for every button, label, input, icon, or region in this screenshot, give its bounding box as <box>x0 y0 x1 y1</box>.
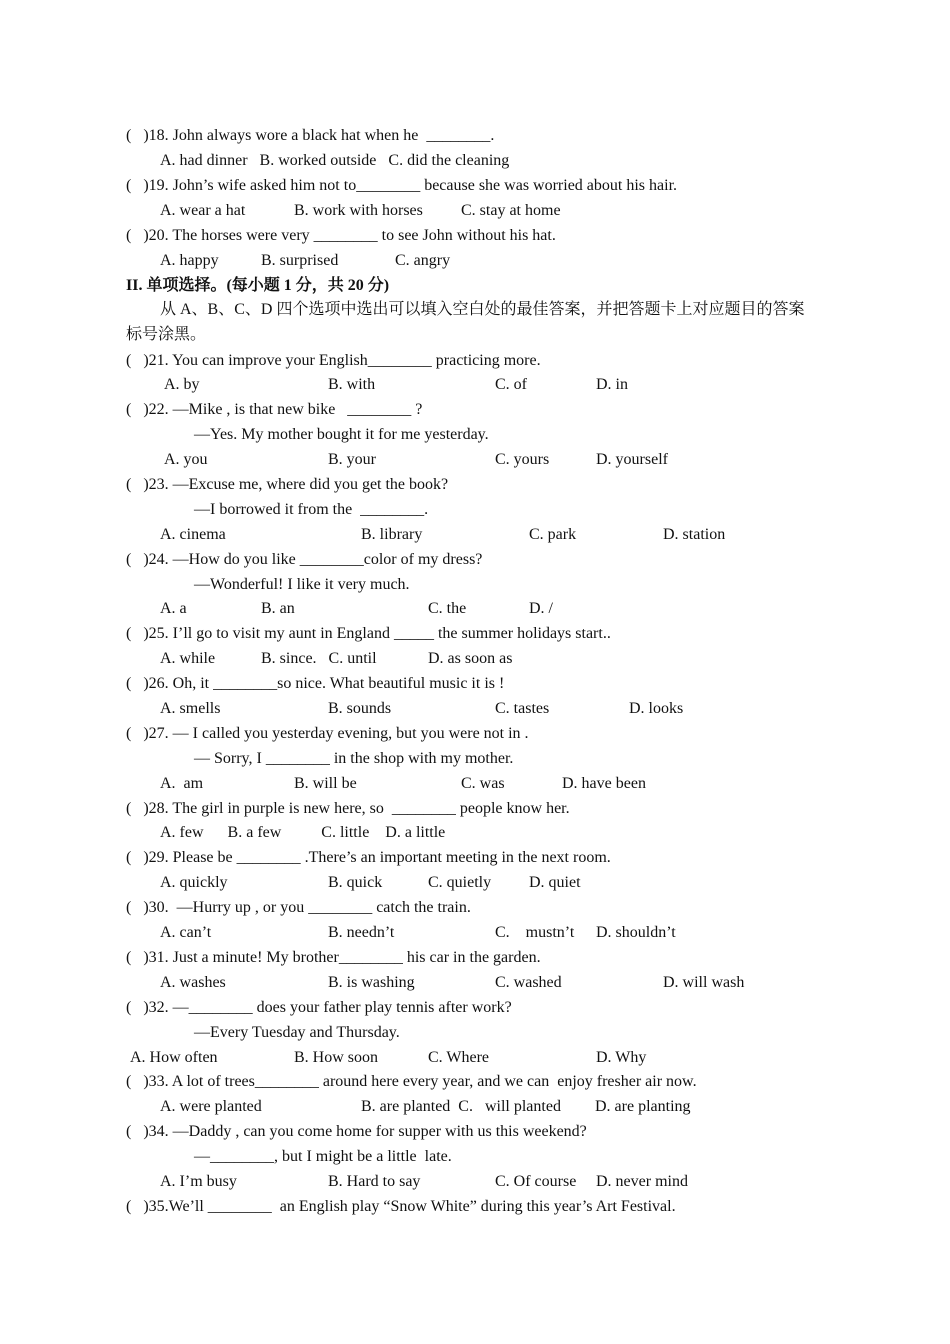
q29-option-d: D. quiet <box>529 874 581 891</box>
q33-stem: ( )33. A lot of trees________ around here every year, and we can enjoy fresher air now. <box>126 1073 697 1090</box>
q22-option-c: C. yours <box>495 451 550 468</box>
q33-option-d: D. are planting <box>595 1098 691 1115</box>
q34-option-b: B. Hard to say <box>328 1173 421 1190</box>
q27-option-c: C. was <box>461 775 505 792</box>
q26-option-b: B. sounds <box>328 700 392 717</box>
q25-option-d: D. as soon as <box>428 650 513 667</box>
q21-stem: ( )21. You can improve your English________ practicing more. <box>126 352 541 369</box>
q30-option-d: D. shouldn’t <box>596 924 676 941</box>
q23-option-d: D. station <box>663 526 726 543</box>
q34-stem: ( )34. —Daddy , can you come home for supper with us this weekend? <box>126 1123 587 1140</box>
q26-option-d: D. looks <box>629 700 684 717</box>
q24-reply: —Wonderful! I like it very much. <box>194 576 410 593</box>
q32-option-c: C. Where <box>428 1049 490 1066</box>
q31-option-c: C. washed <box>495 974 562 991</box>
q20-option-b: B. surprised <box>261 252 339 269</box>
q29-option-c: C. quietly <box>428 874 492 891</box>
q22-option-d: D. yourself <box>596 451 668 468</box>
q35-stem: ( )35.We’ll ________ an English play “Snow White” during this year’s Art Festival. <box>126 1198 676 1215</box>
q23-option-a: A. cinema <box>160 526 226 543</box>
q26-stem: ( )26. Oh, it ________so nice. What beautiful music it is ! <box>126 675 505 692</box>
q32-stem: ( )32. —________ does your father play tennis after work? <box>126 999 512 1016</box>
q30-stem: ( )30. —Hurry up , or you ________ catch the train. <box>126 899 471 916</box>
q19-option-b: B. work with horses <box>294 202 423 219</box>
q31-option-d: D. will wash <box>663 974 745 991</box>
q20-option-c: C. angry <box>395 252 451 269</box>
q21-option-d: D. in <box>596 376 628 393</box>
q24-option-c: C. the <box>428 600 467 617</box>
section-title: II. 单项选择。(每小题 1 分，共 20 分) <box>126 277 390 294</box>
q18-options: A. had dinner B. worked outside C. did the cleaning <box>160 152 510 169</box>
q34-reply: —________, but I might be a little late. <box>194 1148 452 1165</box>
q34-option-c: C. Of course <box>495 1173 577 1190</box>
q19-option-a: A. wear a hat <box>160 202 246 219</box>
q25-stem: ( )25. I’ll go to visit my aunt in England _____ the summer holidays start.. <box>126 625 611 642</box>
q27-stem: ( )27. — I called you yesterday evening, but you were not in . <box>126 725 529 742</box>
q20-option-a: A. happy <box>160 252 219 269</box>
q32-reply: —Every Tuesday and Thursday. <box>194 1024 400 1041</box>
q34-option-a: A. I’m busy <box>160 1173 237 1190</box>
q26-option-c: C. tastes <box>495 700 550 717</box>
section-instruction-line1: 从 A、B、C、D 四个选项中选出可以填入空白处的最佳答案，并把答题卡上对应题目的答案 <box>160 301 805 318</box>
q23-reply: —I borrowed it from the ________. <box>194 501 429 518</box>
q28-options: A. few B. a few C. little D. a little <box>160 824 446 841</box>
q27-option-d: D. have been <box>562 775 646 792</box>
q32-option-a: A. How often <box>130 1049 218 1066</box>
q23-option-c: C. park <box>529 526 577 543</box>
q19-stem: ( )19. John’s wife asked him not to________ because she was worried about his hair. <box>126 177 678 194</box>
q29-option-a: A. quickly <box>160 874 228 891</box>
q27-option-a: A. am <box>160 775 204 792</box>
q19-option-c: C. stay at home <box>461 202 561 219</box>
q27-option-b: B. will be <box>294 775 357 792</box>
q22-option-b: B. your <box>328 451 376 468</box>
q24-option-d: D. / <box>529 600 553 617</box>
q24-stem: ( )24. —How do you like ________color of my dress? <box>126 551 483 568</box>
q20-stem: ( )20. The horses were very ________ to see John without his hat. <box>126 227 556 244</box>
q23-option-b: B. library <box>361 526 423 543</box>
q32-option-d: D. Why <box>596 1049 647 1066</box>
q22-stem: ( )22. —Mike , is that new bike ________ ? <box>126 401 423 418</box>
q23-stem: ( )23. —Excuse me, where did you get the book? <box>126 476 449 493</box>
q28-stem: ( )28. The girl in purple is new here, so ________ people know her. <box>126 800 570 817</box>
q32-option-b: B. How soon <box>294 1049 379 1066</box>
q26-option-a: A. smells <box>160 700 221 717</box>
q24-option-b: B. an <box>261 600 295 617</box>
q31-option-a: A. washes <box>160 974 226 991</box>
q34-option-d: D. never mind <box>596 1173 688 1190</box>
q30-option-c: C. mustn’t <box>495 924 575 941</box>
q33-option-a: A. were planted <box>160 1098 262 1115</box>
q31-stem: ( )31. Just a minute! My brother________ his car in the garden. <box>126 949 541 966</box>
section-instruction-line2: 标号涂黑。 <box>126 326 207 343</box>
q25-option-b-c: B. since. C. until <box>261 650 377 667</box>
q27-reply: — Sorry, I ________ in the shop with my mother. <box>194 750 514 767</box>
q31-option-b: B. is washing <box>328 974 415 991</box>
q25-option-a: A. while <box>160 650 216 667</box>
q29-option-b: B. quick <box>328 874 383 891</box>
q29-stem: ( )29. Please be ________ .There’s an important meeting in the next room. <box>126 849 611 866</box>
q33-option-b-c: B. are planted C. will planted <box>361 1098 561 1115</box>
q18-stem: ( )18. John always wore a black hat when he ________. <box>126 127 495 144</box>
q21-option-b: B. with <box>328 376 376 393</box>
q22-option-a: A. you <box>164 451 208 468</box>
q21-option-c: C. of <box>495 376 527 393</box>
q21-option-a: A. by <box>164 376 200 393</box>
q30-option-a: A. can’t <box>160 924 212 941</box>
q30-option-b: B. needn’t <box>328 924 395 941</box>
q22-reply: —Yes. My mother bought it for me yesterday. <box>194 426 489 443</box>
q24-option-a: A. a <box>160 600 187 617</box>
